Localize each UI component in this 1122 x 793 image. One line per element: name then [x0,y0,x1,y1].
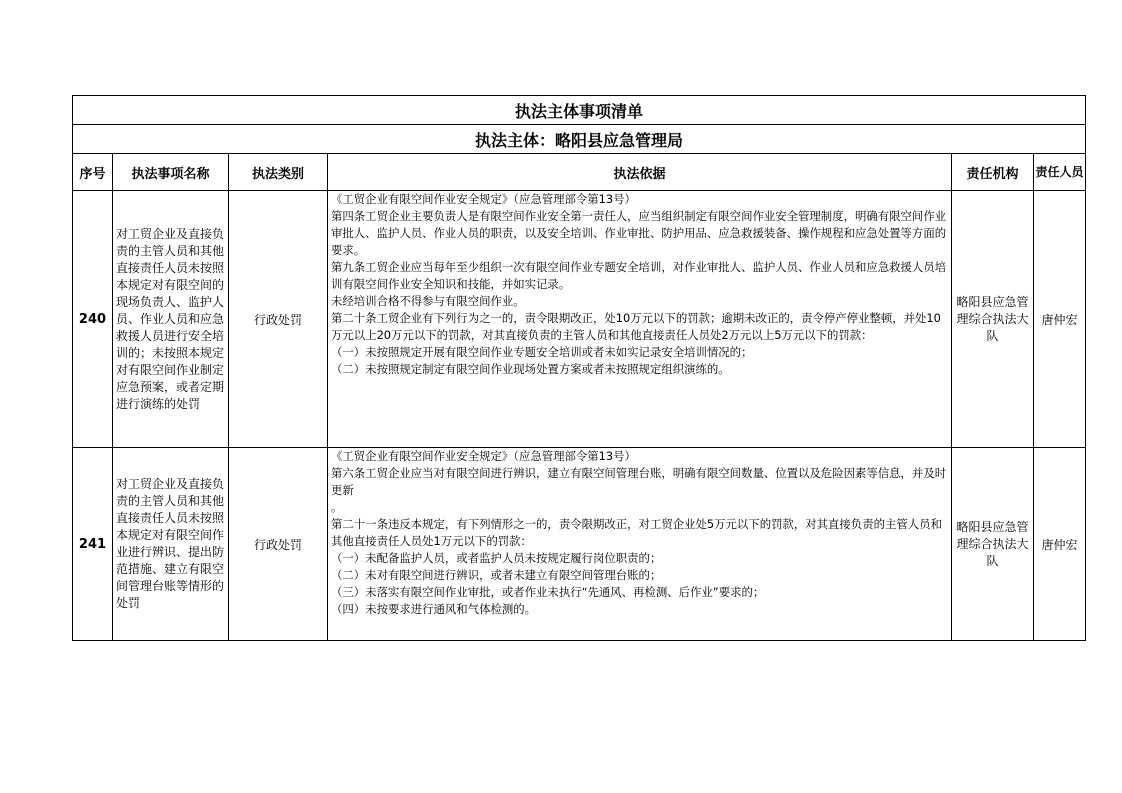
legal-basis [328,448,952,641]
table-title: 执法主体事项清单 [73,96,1086,125]
basis-line: （三）未落实有限空间作业审批，或者作业未执行“先通风、再检测、后作业”要求的； [331,585,765,599]
header-name: 执法事项名称 [113,154,229,191]
basis-line: （四）未按要求进行通风和气体检测的。 [331,602,537,616]
table-row [73,191,1086,448]
table-row [73,448,1086,641]
basis-line: （一）未配备监护人员，或者监护人员未按规定履行岗位职责的； [331,551,662,565]
header-type: 执法类别 [229,154,328,191]
responsible-org: 略阳县应急管理综合执法大队 [952,448,1034,641]
basis-line: （二）未按照规定制定有限空间作业现场处置方案或者未按照规定组织演练的。 [331,362,730,376]
basis-line: 《工贸企业有限空间作业安全规定》（应急管理部令第13号） [331,449,636,463]
basis-line: （一）未按照规定开展有限空间作业专题安全培训或者未如实记录安全培训情况的； [331,345,753,359]
basis-line: 未经培训合格不得参与有限空间作业。 [331,294,525,308]
responsible-person: 唐仲宏 [1034,191,1086,448]
row-number: 240 [73,191,113,448]
title-row [73,96,1086,125]
basis-line: （二）未对有限空间进行辨识，或者未建立有限空间管理台账的； [331,568,662,582]
basis-line: 第二十一条违反本规定，有下列情形之一的，责令限期改正，对工贸企业处5万元以下的罚款，对其直接负责的主管人员和其他直接责任人员处1万元以下的罚款： [331,517,942,548]
basis-line: 第二十条工贸企业有下列行为之一的，责令限期改正，处10万元以下的罚款；逾期未改正的，责令停产停业整顿，并处10万元以上20万元以下的罚款，对其直接负责的主管人员和其他直接责任人员处2万元以上5万元以下的罚款： [331,311,941,342]
subtitle-row [73,125,1086,154]
header-org: 责任机构 [952,154,1034,191]
responsible-org: 略阳县应急管理综合执法大队 [952,191,1034,448]
basis-line: 第六条工贸企业应当对有限空间进行辨识，建立有限空间管理台账，明确有限空间数量、位置以及危险因素等信息，并及时更新 [331,466,947,497]
header-row [73,154,1086,191]
row-number: 241 [73,448,113,641]
basis-line: 《工贸企业有限空间作业安全规定》（应急管理部令第13号） [331,192,636,206]
responsible-person: 唐仲宏 [1034,448,1086,641]
legal-basis [328,191,952,448]
item-type: 行政处罚 [229,448,328,641]
basis-line: 第四条工贸企业主要负责人是有限空间作业安全第一责任人，应当组织制定有限空间作业安全管理制度，明确有限空间作业审批人、监护人员、作业人员的职责，以及安全培训、作业审批、防护用品、应急救援装备、操作规程和应急处置等方面的要求。 [331,209,947,257]
item-type: 行政处罚 [229,191,328,448]
item-name: 对工贸企业及直接负责的主管人员和其他直接责任人员未按照本规定对有限空间的现场负责人、监护人员、作业人员和应急救援人员进行安全培训的；未按照本规定对有限空间作业制定应急预案，或者定期进行演练的处罚 [113,191,229,448]
header-num: 序号 [73,154,113,191]
basis-line: 。 [331,500,343,514]
table-subtitle: 执法主体：略阳县应急管理局 [73,125,1086,154]
basis-line: 第九条工贸企业应当每年至少组织一次有限空间作业专题安全培训，对作业审批人、监护人员、作业人员和应急救援人员培训有限空间作业安全知识和技能，并如实记录。 [331,260,947,291]
header-person: 责任人员 [1034,154,1086,191]
enforcement-table [72,95,1086,641]
header-basis: 执法依据 [328,154,952,191]
item-name: 对工贸企业及直接负责的主管人员和其他直接责任人员未按照本规定对有限空间作业进行辨识、提出防范措施、建立有限空间管理台账等情形的处罚 [113,448,229,641]
